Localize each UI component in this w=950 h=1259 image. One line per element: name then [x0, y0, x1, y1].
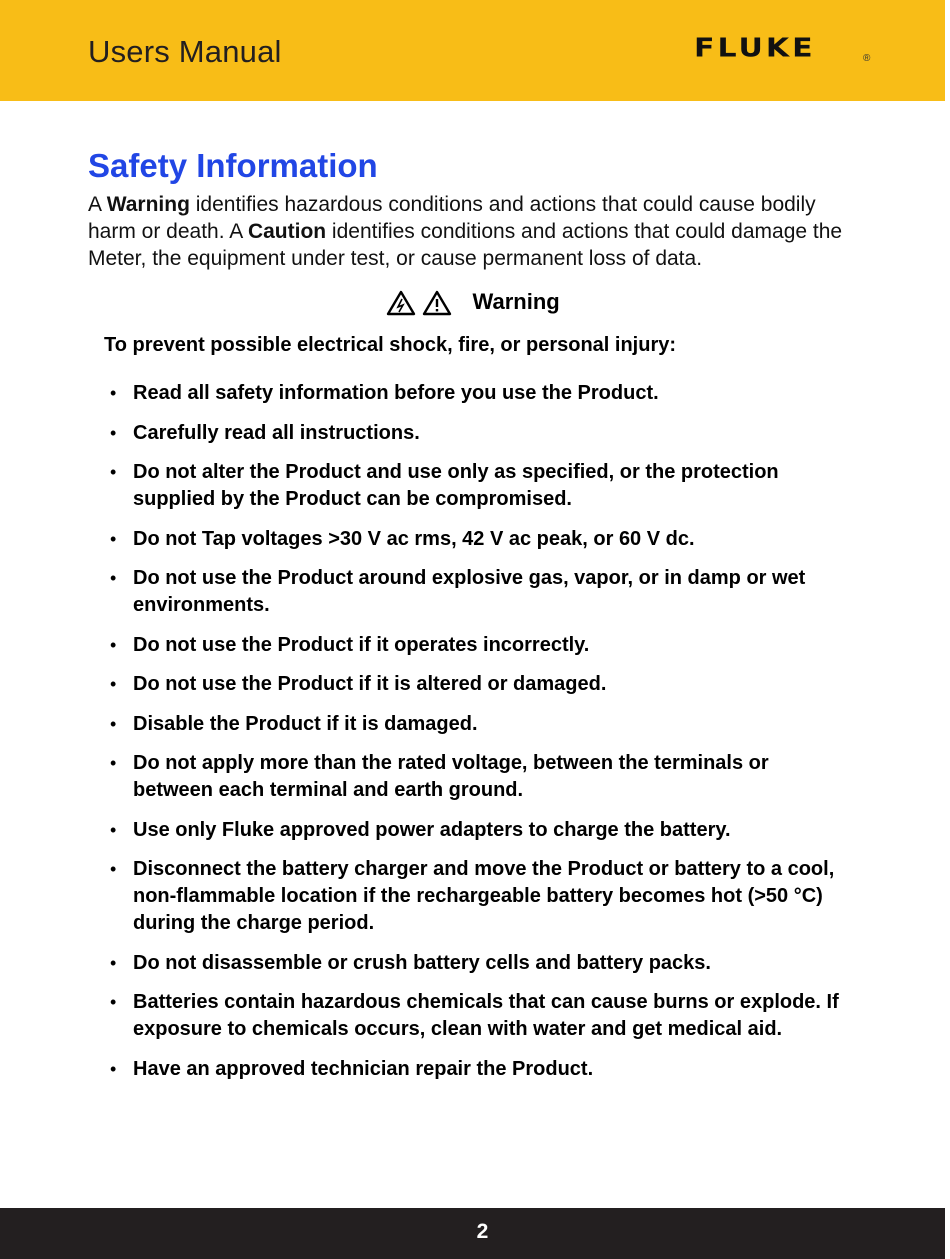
- bullet-text: Do not use the Product around explosive gas, vapor, or in damp or wet environments.: [133, 567, 806, 616]
- warning-title-row: [88, 286, 858, 316]
- bullet-text: Do not apply more than the rated voltage, between the terminals or between each terminal and earth ground.: [133, 752, 769, 801]
- bullet-dot: •: [110, 383, 117, 403]
- bullet-text: Do not use the Product if it operates incorrectly.: [133, 633, 590, 656]
- list-item: [88, 817, 853, 844]
- bullet-dot: •: [110, 819, 117, 840]
- list-item: [88, 711, 853, 738]
- intro-caution-word: Caution: [247, 220, 327, 243]
- fluke-logo: FLUKE: [694, 33, 816, 64]
- intro-text-2: identifies hazardous conditions and actions that could cause bodily harm or death. A: [88, 193, 816, 243]
- page-footer: [0, 1208, 945, 1259]
- bullet-text: Carefully read all instructions.: [133, 421, 420, 444]
- safety-bullet-list: [88, 380, 858, 1083]
- list-item: [88, 632, 853, 659]
- main-content: [88, 146, 858, 1095]
- bullet-dot: •: [110, 952, 117, 973]
- bullet-text: Read all safety information before you use the Product.: [133, 382, 659, 404]
- list-item: [88, 526, 853, 553]
- bullet-text: Do not use the Product if it is altered or damaged.: [133, 673, 607, 695]
- page-number: 2: [476, 1220, 489, 1243]
- list-item: [88, 1056, 853, 1083]
- bullet-dot: •: [110, 1058, 117, 1079]
- list-item: [88, 671, 853, 698]
- list-item: [88, 750, 853, 804]
- registered-mark: ®: [863, 53, 871, 64]
- bullet-dot: •: [110, 713, 117, 734]
- bullet-text: Do not disassemble or crush battery cells and battery packs.: [133, 951, 711, 974]
- bullet-dot: •: [110, 674, 117, 694]
- bullet-dot: •: [110, 568, 117, 588]
- bullet-text: Batteries contain hazardous chemicals that can cause burns or explode. If exposure to chemicals occurs, clean with water and get medical aid.: [133, 991, 839, 1040]
- bullet-text: Disable the Product if it is damaged.: [133, 712, 478, 735]
- bullet-dot: •: [110, 462, 117, 482]
- page-header: [0, 0, 945, 101]
- warning-label: Warning: [472, 289, 560, 315]
- bullet-dot: •: [110, 992, 117, 1012]
- intro-text-1: A: [88, 193, 107, 216]
- bullet-dot: •: [110, 422, 117, 443]
- bullet-text: Do not alter the Product and use only as specified, or the protection supplied by the Product can be compromised.: [133, 461, 779, 510]
- bullet-text: Use only Fluke approved power adapters to charge the battery.: [133, 818, 731, 841]
- bullet-text: Disconnect the battery charger and move the Product or battery to a cool, non-flammable location if the rechargeable battery becomes hot (>50 °C) during the charge period.: [133, 858, 835, 934]
- list-item: [88, 989, 853, 1043]
- bullet-dot: •: [110, 634, 117, 655]
- bullet-text: Have an approved technician repair the Product.: [133, 1057, 594, 1080]
- header-title: Users Manual: [88, 34, 282, 69]
- list-item: [88, 459, 853, 513]
- list-item: [88, 420, 853, 447]
- intro-paragraph: [88, 191, 858, 272]
- warning-icons: [386, 287, 452, 317]
- warning-lead-text: To prevent possible electrical shock, fire, or personal injury:: [104, 334, 677, 356]
- bullet-text: Do not Tap voltages >30 V ac rms, 42 V ac peak, or 60 V dc.: [133, 527, 695, 550]
- general-warning-icon: [422, 290, 452, 316]
- bullet-dot: •: [110, 859, 117, 879]
- intro-text-3: identifies conditions and actions that could damage the Meter, the equipment under test, or cause permanent loss of data.: [88, 220, 843, 270]
- list-item: [88, 856, 853, 937]
- list-item: [88, 565, 853, 619]
- list-item: [88, 950, 853, 977]
- bullet-dot: •: [110, 528, 117, 549]
- electric-shock-warning-icon: [386, 290, 416, 316]
- bullet-dot: •: [110, 753, 117, 773]
- section-heading: Safety Information: [88, 147, 378, 184]
- intro-warning-word: Warning: [106, 193, 190, 216]
- list-item: [88, 380, 853, 407]
